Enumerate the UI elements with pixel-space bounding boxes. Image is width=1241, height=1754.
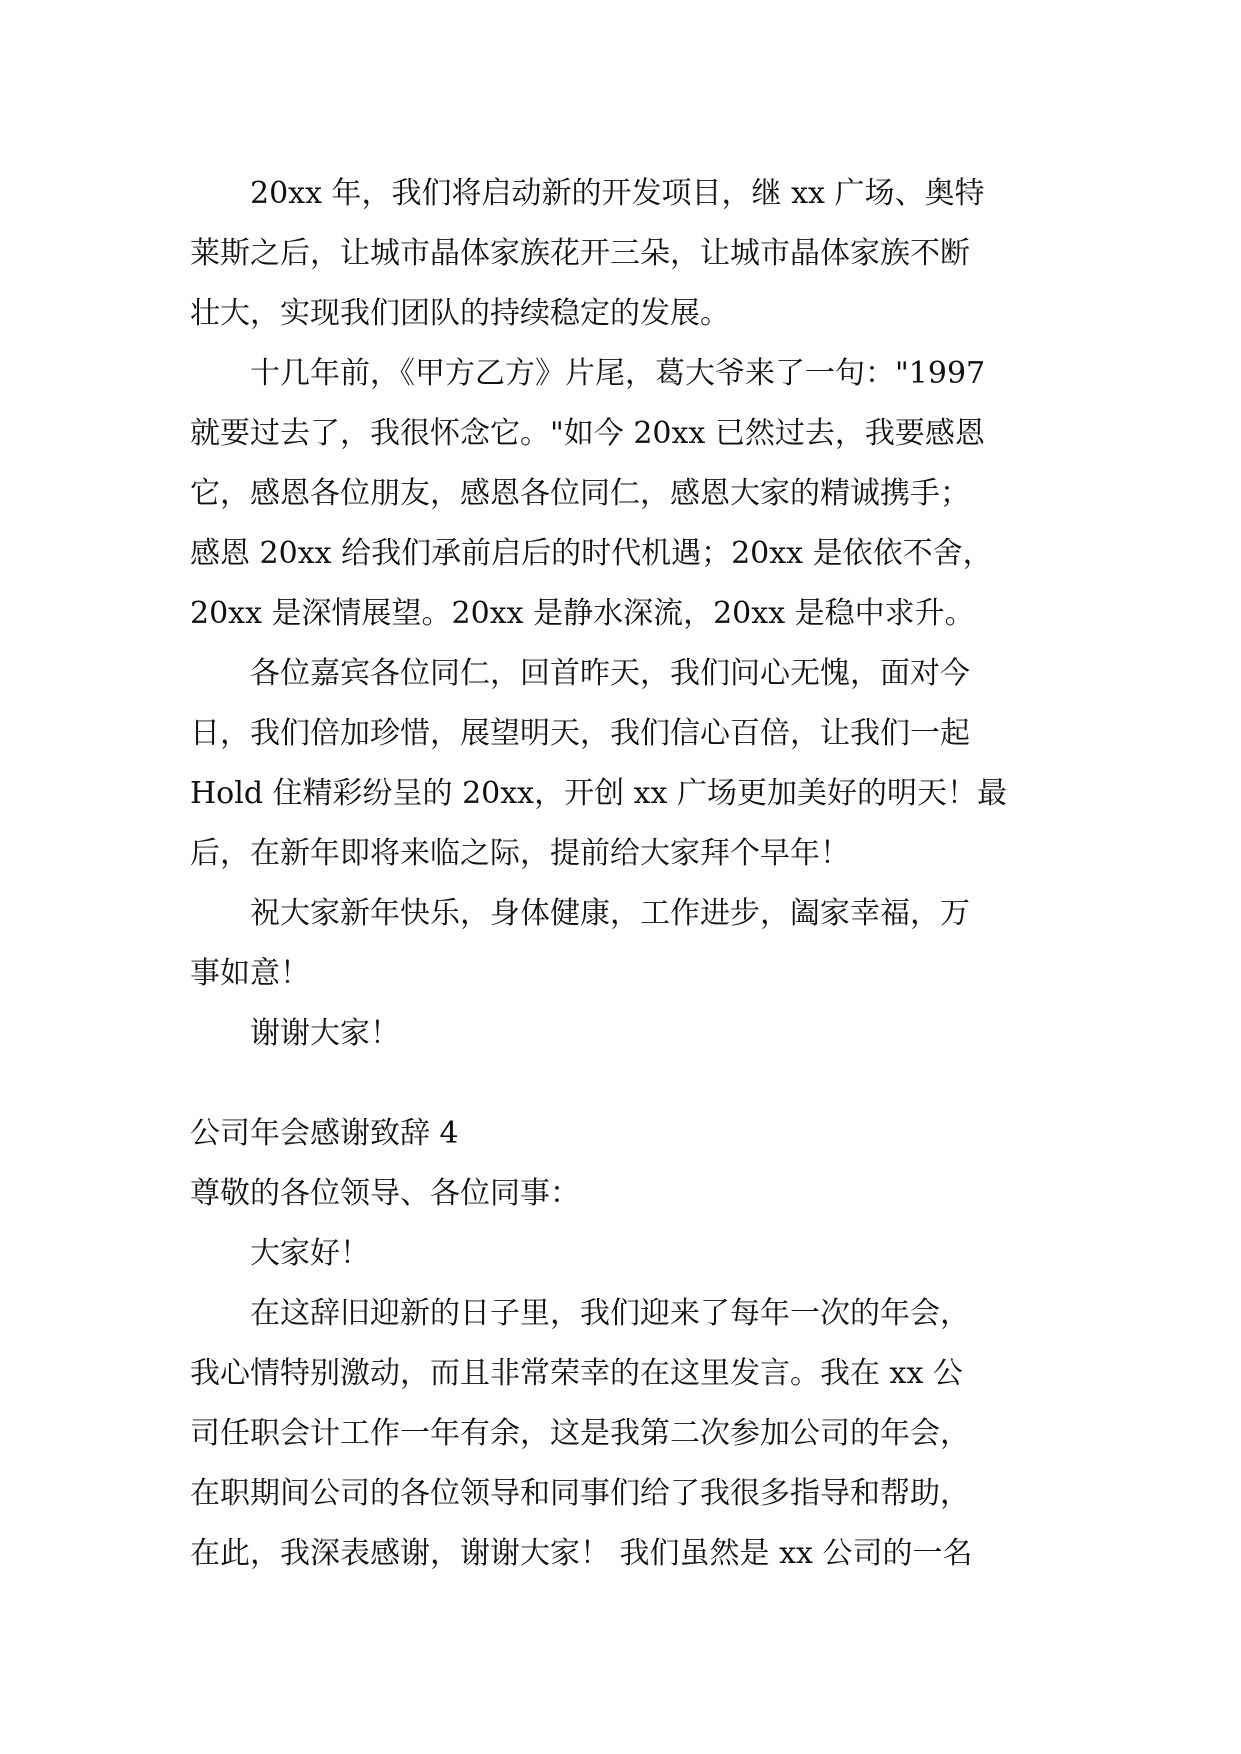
section-title: 公司年会感谢致辞 4 [190,1116,459,1151]
paragraph [190,164,1050,344]
text-line: 在职期间公司的各位领导和同事们给了我很多指导和帮助， [190,1476,970,1511]
text-line: 就要过去了，我很怀念它。"如今 20xx 已然过去，我要感恩 [190,416,985,451]
text-line: 十几年前，《甲方乙方》片尾，葛大爷来了一句："1997 [250,356,986,391]
paragraph [190,1004,1050,1064]
text-line: 在这辞旧迎新的日子里，我们迎来了每年一次的年会， [250,1296,970,1331]
text-line: 20xx 年，我们将启动新的开发项目，继 xx 广场、奥特 [250,176,985,211]
text-line: 它，感恩各位朋友，感恩各位同仁，感恩大家的精诚携手； [190,476,970,511]
paragraph [190,884,1050,1004]
greeting: 大家好！ [250,1236,370,1271]
salutation: 尊敬的各位领导、各位同事： [190,1176,580,1211]
text-line: 后，在新年即将来临之际，提前给大家拜个早年！ [190,836,850,871]
text-line: 事如意！ [190,956,310,991]
text-line: 在此，我深表感谢，谢谢大家！ 我们虽然是 xx 公司的一名 [190,1536,973,1571]
section-spacer [190,1064,1050,1104]
text-line: 20xx 是深情展望。20xx 是静水深流，20xx 是稳中求升。 [190,596,975,631]
text-line: 壮大，实现我们团队的持续稳定的发展。 [190,296,730,331]
text-line: 莱斯之后，让城市晶体家族花开三朵，让城市晶体家族不断 [190,236,970,271]
paragraph [190,1284,1050,1584]
text-line: 我心情特别激动，而且非常荣幸的在这里发言。我在 xx 公 [190,1356,963,1391]
text-line: Hold 住精彩纷呈的 20xx，开创 xx 广场更加美好的明天！最 [190,776,1008,811]
text-line: 日，我们倍加珍惜，展望明天，我们信心百倍，让我们一起 [190,716,970,751]
text-line: 祝大家新年快乐，身体健康，工作进步，阖家幸福，万 [250,896,970,931]
text-line: 司任职会计工作一年有余，这是我第二次参加公司的年会， [190,1416,970,1451]
text-line: 感恩 20xx 给我们承前启后的时代机遇；20xx 是依依不舍， [190,536,993,571]
document-body [190,164,1050,1584]
text-line: 谢谢大家！ [250,1016,400,1051]
paragraph [190,344,1050,644]
paragraph [190,644,1050,884]
text-line: 各位嘉宾各位同仁，回首昨天，我们问心无愧，面对今 [250,656,970,691]
